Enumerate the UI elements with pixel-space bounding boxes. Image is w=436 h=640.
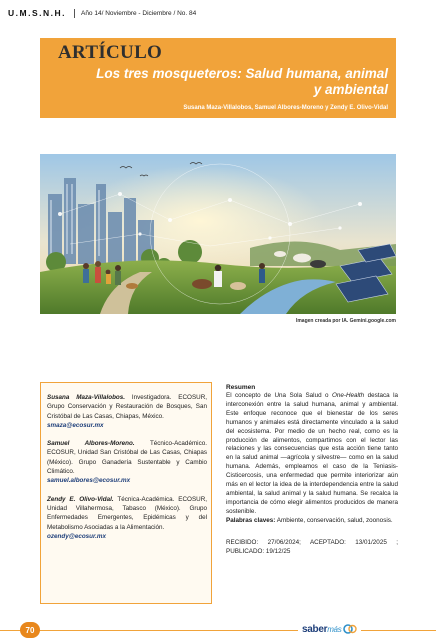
running-header xyxy=(8,6,428,20)
abstract-text-part: destaca la interconexión entre la salud humana, animal y ambiental. Este enfoque reconoce que el bienestar de los seres humanos y animales está directamente vinculado a la salud del ecosistema. Por medio de un hecho real, como es la producción de alimentos, compartimos con el lector las relaciones y las consecuencias que esta acción tiene tanto en la salud animal —agrícola y silvestre— como en la salud humana. Además, empleamos el caso de la Teniasis-Cisticercosis, una enfermedad que permite interiorizar aún más en el lector la idea de la interdependencia entre la salud ambiental, la salud animal y la salud humana. Se recalca la importancia de cómo elegir alimentos producidos de manera sostenible. xyxy=(226,392,398,515)
brand-part: más xyxy=(327,624,342,634)
author-bio xyxy=(47,495,207,541)
section-kicker: ARTÍCULO xyxy=(58,42,163,63)
keywords-list: Ambiente, conservación, salud, zoonosis. xyxy=(275,516,393,524)
hero-illustration xyxy=(40,154,396,314)
page-number: 70 xyxy=(20,622,40,638)
article-title: Los tres mosqueteros: Salud humana, animal y ambiental xyxy=(96,66,388,97)
author-email[interactable]: ozendy@ecosur.mx xyxy=(47,532,106,540)
author-bio xyxy=(47,393,207,430)
abstract-section xyxy=(226,384,398,556)
image-caption: Imagen creada por IA. Gemini.google.com xyxy=(295,318,396,324)
author-bios xyxy=(40,382,212,604)
publication-dates: RECIBIDO: 27/06/2024; ACEPTADO: 13/01/2025 ; PUBLICADO: 19/12/25 xyxy=(226,538,398,555)
author-email[interactable]: smaza@ecosur.mx xyxy=(47,421,104,429)
brand-wordmark xyxy=(302,624,341,635)
author-bio xyxy=(47,439,207,485)
footer-rule xyxy=(0,630,436,631)
author-affiliation: Técnica-Académica. ECOSUR, Unidad Villahermosa, Tabasco (México). Grupo Enfermedades Emergentes, Epidémicas y del Metabolismo Asociadas a la Alimentación. xyxy=(47,495,207,531)
abstract-text-part: El concepto de Una Sola Salud o xyxy=(226,392,332,399)
author-bio-text xyxy=(47,439,207,476)
author-affiliation: Investigadora. ECOSUR, Grupo Conservación y Restauración de Bosques, San Cristóbal de Las Casas, Chiapas, México. xyxy=(47,394,207,420)
brand-part: saber xyxy=(302,623,328,635)
abstract-text xyxy=(226,392,398,517)
brand-mark-icon xyxy=(343,622,357,636)
article-authors: Susana Maza-Villalobos, Samuel Albores-Moreno y Zendy E. Olivo-Vidal xyxy=(183,105,388,111)
author-name: Susana Maza-Villalobos. xyxy=(47,394,126,401)
article-banner xyxy=(40,38,396,118)
author-email[interactable]: samuel.albores@ecosur.mx xyxy=(47,477,131,485)
journal-name: U.M.S.N.H. xyxy=(8,8,66,18)
issue-info: Año 14/ Noviembre - Diciembre / No. 84 xyxy=(74,9,196,18)
keywords xyxy=(226,517,398,526)
author-affiliation: Técnico-Académico. ECOSUR, Unidad San Cristóbal de Las Casas, Chiapas (México). Grupo Ganadería Sustentable y Cambio Climático. xyxy=(47,440,207,476)
keywords-label: Palabras claves: xyxy=(226,516,276,524)
abstract-term: One-Health xyxy=(331,392,365,399)
author-name: Zendy E. Olivo-Vidal. xyxy=(47,495,114,503)
author-bio-text xyxy=(47,393,207,421)
author-bio-text xyxy=(47,495,207,532)
author-name: Samuel Albores-Moreno. xyxy=(47,440,135,448)
brand-logo xyxy=(298,622,361,636)
abstract-heading: Resumen xyxy=(226,384,256,391)
